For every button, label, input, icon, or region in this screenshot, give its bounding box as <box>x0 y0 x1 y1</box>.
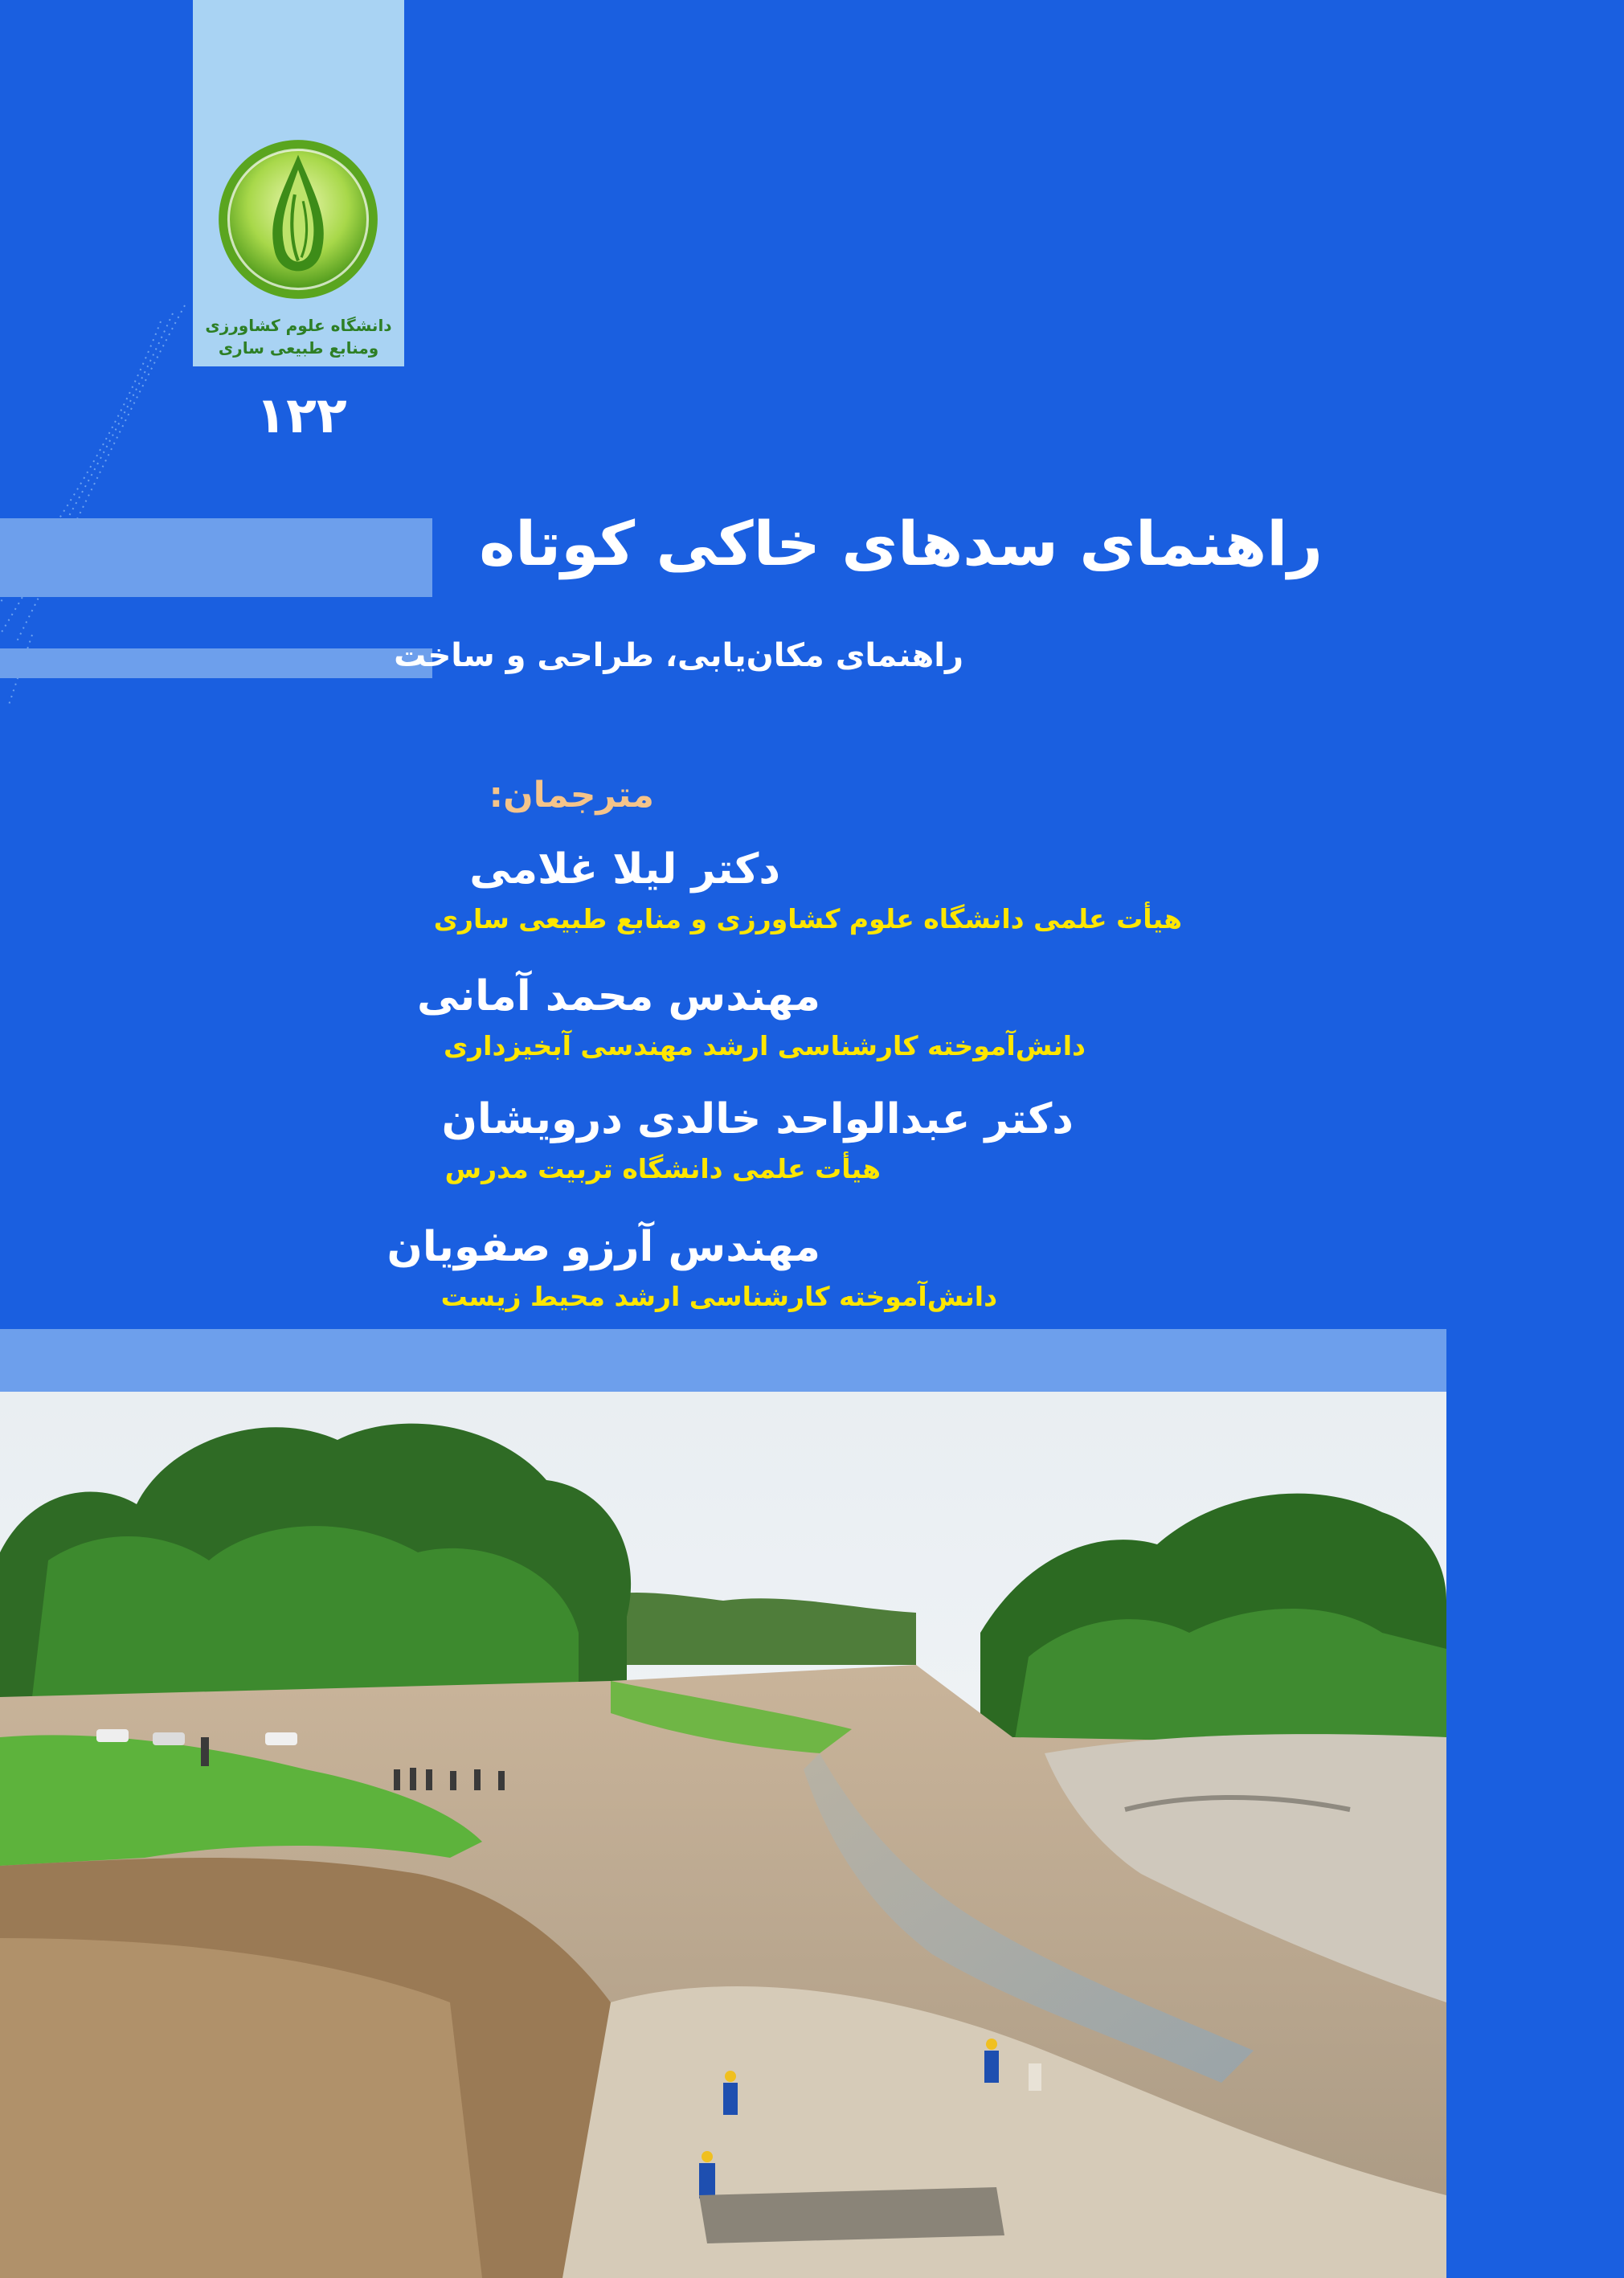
translator-name: مهندس محمد آمانی <box>417 972 820 1020</box>
translator-affiliation: هیأت علمی دانشگاه تربیت مدرس <box>444 1153 881 1184</box>
translator-name: دکتر لیلا غلامی <box>469 845 780 894</box>
subtitle-band <box>0 648 432 678</box>
cover-photo-earth-dam-site <box>0 1392 1446 2278</box>
logo-caption-line2: ومنابع طبیعی ساری <box>218 338 379 358</box>
translator-name: دکتر عبدالواحد خالدی درویشان <box>441 1095 1074 1143</box>
translator-affiliation: هیأت علمی دانشگاه علوم کشاورزی و منابع طبیعی ساری <box>433 903 1182 935</box>
translator-name: مهندس آرزو صفویان <box>387 1223 820 1271</box>
title-band <box>0 518 432 597</box>
book-title: راهنمای سدهای خاکی کوتاه <box>479 508 1323 579</box>
university-logo-panel <box>193 0 404 366</box>
logo-caption-line1: دانشگاه علوم کشاورزی <box>205 316 392 335</box>
translator-affiliation: دانش‌آموخته کارشناسی ارشد مهندسی آبخیزداری <box>443 1030 1086 1061</box>
translators-label: مترجمان: <box>489 775 654 816</box>
book-subtitle: راهنمای مکان‌یابی، طراحی و ساخت <box>394 637 963 674</box>
series-number: ۱۲۲ <box>256 386 347 444</box>
university-logo-icon <box>215 137 381 302</box>
translator-affiliation: دانش‌آموخته کارشناسی ارشد محیط زیست <box>440 1281 997 1312</box>
photo-top-band <box>0 1329 1446 1392</box>
